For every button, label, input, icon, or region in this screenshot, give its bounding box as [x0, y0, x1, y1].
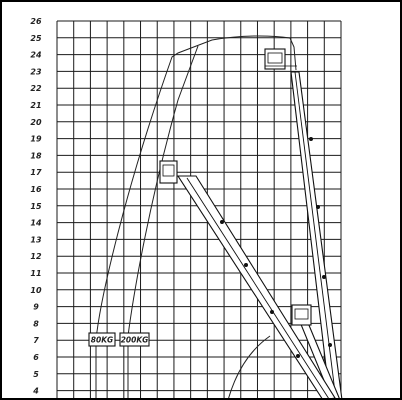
boom-joint	[328, 343, 332, 347]
y-tick-label: 18	[30, 151, 42, 161]
boom-joint	[322, 275, 326, 279]
boom-joint	[244, 263, 248, 267]
y-tick-label: 25	[30, 33, 42, 43]
y-tick-label: 19	[30, 134, 42, 144]
y-tick-label: 11	[30, 269, 42, 278]
boom-joint	[220, 220, 224, 224]
y-tick-label: 8	[33, 319, 39, 329]
boom-joint	[316, 205, 320, 209]
y-tick-label: 7	[33, 336, 39, 346]
y-tick-label: 21	[30, 101, 42, 110]
load-label-80kg	[89, 333, 115, 346]
y-tick-label: 5	[33, 369, 39, 379]
y-tick-label: 22	[30, 84, 42, 94]
y-tick-label: 24	[30, 50, 42, 60]
y-tick-label: 23	[30, 67, 42, 77]
boom-joint	[309, 137, 313, 141]
y-tick-label: 17	[30, 168, 42, 178]
y-tick-label: 15	[30, 201, 42, 211]
y-tick-label: 16	[30, 185, 42, 194]
load-label-200kg	[120, 333, 149, 346]
y-axis-tick-labels	[30, 17, 42, 396]
y-tick-label: 12	[30, 252, 42, 262]
basket-top	[265, 49, 297, 69]
y-tick-label: 26	[30, 17, 42, 26]
y-tick-label: 6	[33, 353, 39, 362]
boom-joint	[270, 310, 274, 314]
basket-low	[292, 305, 311, 325]
y-tick-label: 9	[33, 302, 39, 312]
y-tick-label: 13	[30, 235, 42, 245]
load-label-200kg-text: 200KG	[120, 335, 149, 345]
boom-joint	[296, 354, 300, 358]
y-tick-label: 14	[30, 218, 42, 228]
y-tick-label: 4	[33, 386, 39, 396]
y-tick-label: 20	[30, 117, 42, 127]
y-tick-label: 10	[30, 285, 42, 295]
load-label-80kg-text: 80KG	[90, 335, 114, 345]
